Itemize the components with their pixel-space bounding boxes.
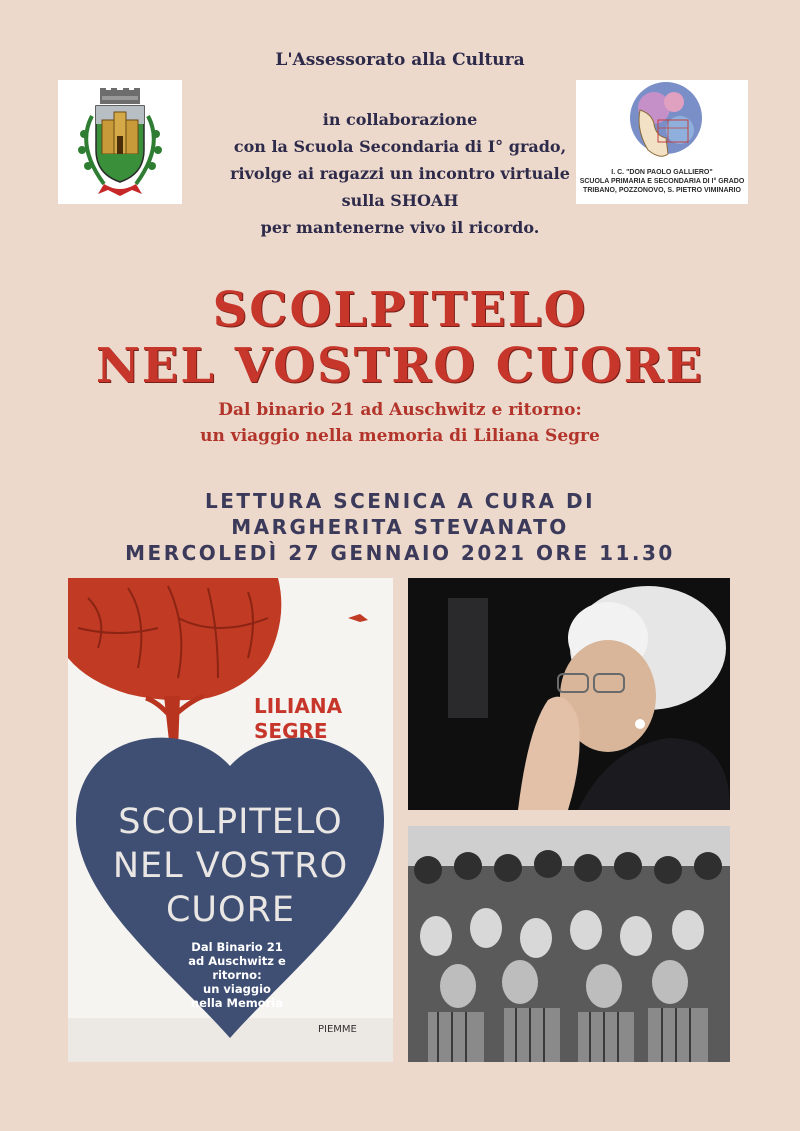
collab-line: in collaborazione: [322, 110, 478, 129]
collab-line: con la Scuola Secondaria di I° grado,: [233, 137, 567, 156]
collab-line: rivolge ai ragazzi un incontro virtuale: [230, 164, 570, 183]
book-publisher: PIEMME: [318, 1024, 357, 1035]
subtitle-line1: Dal binario 21 ad Auschwitz e ritorno:: [218, 400, 582, 420]
book-sub-line: nella Memoria: [190, 996, 284, 1010]
book-sub-line: Dal Binario 21: [191, 940, 283, 954]
school-logo-line: SCUOLA PRIMARIA E SECONDARIA DI I° GRADO: [579, 178, 745, 185]
coat-of-arms-icon: [58, 80, 182, 204]
event-date-time: MERCOLEDÌ 27 GENNAIO 2021 ORE 11.30: [125, 541, 675, 565]
school-logo: [576, 80, 748, 204]
assessorato-heading: L'Assessorato alla Cultura: [275, 50, 525, 70]
book-subtitle: [172, 940, 302, 1010]
historical-photo: [408, 826, 730, 1062]
subtitle: [0, 397, 800, 449]
historical-photo-image: [408, 826, 730, 1062]
event-reader-name: MARGHERITA STEVANATO: [231, 515, 569, 539]
school-logo-line: TRIBANO, POZZONOVO, S. PIETRO VIMINARIO: [583, 187, 741, 194]
main-title-line1: SCOLPITELO: [212, 282, 588, 338]
collab-line: sulla SHOAH: [341, 191, 459, 210]
event-reading-line: LETTURA SCENICA A CURA DI: [204, 489, 596, 513]
main-title-line2: NEL VOSTRO CUORE: [95, 338, 705, 394]
municipal-coat-of-arms: [58, 80, 182, 204]
book-sub-line: ad Auschwitz e ritorno:: [188, 954, 286, 982]
book-author-last: SEGRE: [254, 719, 328, 743]
book-title-line3: CUORE: [165, 890, 296, 930]
book-sub-line: un viaggio: [203, 982, 271, 996]
book-title: [68, 800, 393, 932]
collab-line: per mantenerne vivo il ricordo.: [260, 218, 540, 237]
collaboration-text: [230, 106, 570, 241]
book-title-line2: NEL VOSTRO: [112, 846, 349, 886]
book-title-line1: SCOLPITELO: [118, 802, 343, 842]
school-logo-line: I. C. "DON PAOLO GALLIERO": [611, 169, 713, 176]
book-cover: [68, 578, 393, 1062]
book-author-first: LILIANA: [254, 694, 343, 718]
book-author: [254, 694, 384, 744]
subtitle-line2: un viaggio nella memoria di Liliana Segre: [200, 426, 600, 446]
portrait-photo-image: [408, 578, 730, 810]
school-emblem-icon: [576, 80, 748, 166]
portrait-photo: [408, 578, 730, 810]
event-details: [0, 488, 800, 566]
main-title: [0, 282, 800, 394]
